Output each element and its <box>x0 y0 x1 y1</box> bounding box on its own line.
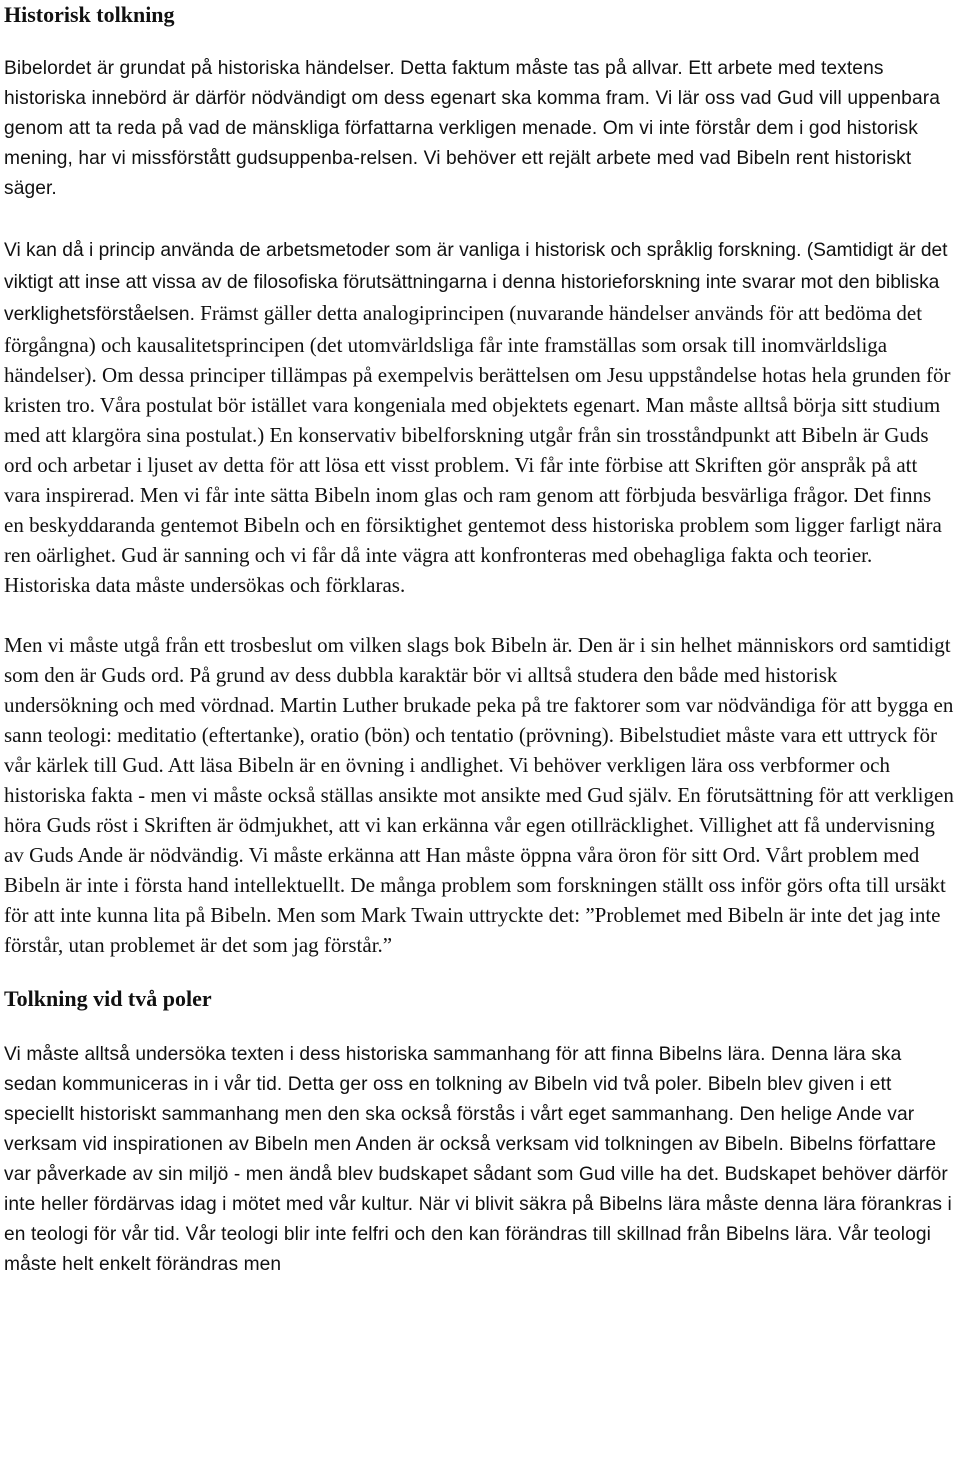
paragraph-4: Vi måste alltså undersöka texten i dess historiska sammanhang för att finna Bibelns lära. Denna lära ska sedan kommuniceras in i vår tid. Detta ger oss en tolkning av Bibeln vid två poler. Bibeln blev given i ett speciellt historiskt sammanhang men den ska också förstås i vårt eget sammanhang. Den helige Ande var verksam vid inspirationen av Bibeln men Anden är också verksam vid tolkningen av Bibeln. Bibelns författare var påverkade av sin miljö - men ändå blev budskapet sådant som Gud ville ha det. Budskapet behöver därför inte heller fördärvas idag i mötet med vår kultur. När vi blivit säkra på Bibelns lära måste denna lära förankras i en teologi för vår tid. Vår teologi blir inte felfri och den kan förändras till skillnad från Bibelns lära. Vår teologi måste helt enkelt förändras men <box>4 1044 952 1275</box>
section-heading-tolkning-vid-tva-poler: Tolkning vid två poler <box>4 986 212 1011</box>
paragraph-3: Men vi måste utgå från ett trosbeslut om vilken slags bok Bibeln är. Den är i sin helhet människors ord samtidigt som den är Guds ord. På grund av dess dubbla karaktär bör vi alltså studera den både med historisk undersökning och med vördnad. Martin Luther brukade peka på tre faktorer som var nödvändiga för att bygga en sann teologi: meditatio (eftertanke), oratio (bön) och tentatio (prövning). Bibelstudiet måste vara ett uttryck för vår kärlek till Gud. Att läsa Bibeln är en övning i andlighet. Vi behöver verkligen lära oss verbformer och historiska fakta - men vi måste också ställas ansikte mot ansikte med Gud själv. En förutsättning för att verkligen höra Guds röst i Skriften är ödmjukhet, att vi kan erkänna vår egen otillräcklighet. Villighet att få undervisning av Guds Ande är nödvändig. Vi måste erkänna att Han måste öppna våra öron för sitt Ord. Vårt problem med Bibeln är inte i första hand intellektuellt. De många problem som forskningen ställt oss inför görs ofta till ursäkt för att inte kunna lita på Bibeln. Men som Mark Twain uttryckte det: ”Problemet med Bibeln är inte det jag inte förstår, utan problemet är det som jag förstår.” <box>4 633 954 957</box>
paragraph-1: Bibelordet är grundat på historiska händelser. Detta faktum måste tas på allvar. Ett arbete med textens historiska innebörd är därför nödvändigt om dess egenart ska komma fram. Vi lär oss vad Gud vill uppenbara genom att ta reda på vad de mänskliga författarna verkligen menade. Om vi inte förstår dem i god historisk mening, har vi missförstått gudsuppenba-relsen. Vi behöver ett rejält arbete med vad Bibeln rent historiskt säger. <box>4 58 940 199</box>
paragraph-2-serif-part: Främst gäller detta analogiprincipen (nuvarande händelser används för att bedöma det förgångna) och kausalitetsprincipen (det utomvärldsliga får inte framställas som orsak till inomvärldsliga händelser). Om dessa principer tillämpas på exempelvis berättelsen om Jesu uppståndelse hotas hela grunden för kristen tro. Våra postulat bör istället vara kongeniala med objektets egenart. Man måste alltså börja sitt studium med att klargöra sina postulat.) En konservativ bibelforskning utgår från sin trosståndpunkt att Bibeln är Guds ord och arbetar i ljuset av detta för att lösa ett visst problem. Vi får inte förbise att Skriften gör anspråk på att vara inspirerad. Men vi får inte sätta Bibeln inom glas och ram genom att förbjuda besvärliga frågor. Det finns en beskyddaranda gentemot Bibeln och en försiktighet gentemot dess historiska problem som ligger farligt nära ren oärlighet. Gud är sanning och vi får då inte vägra att konfronteras med obehagliga fakta och teorier. Historiska data måste undersökas och förklaras. <box>4 301 951 597</box>
section-heading-historisk-tolkning: Historisk tolkning <box>4 2 175 27</box>
paragraph-2-sans-part: Vi kan då i princip använda de arbetsmetoder som är vanliga i historisk och språklig forskning. (Samtidigt är det viktigt att inse att vissa av de filosofiska förutsättningarna i denna historieforskning inte svarar mot den bibliska verklighetsförståelsen. <box>4 240 948 325</box>
paragraph-2 <box>4 234 955 600</box>
